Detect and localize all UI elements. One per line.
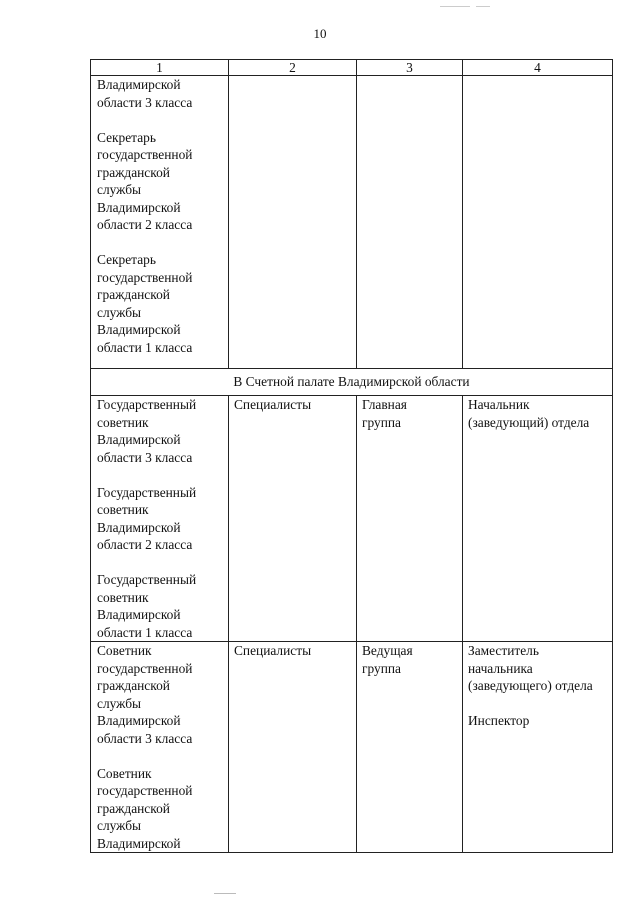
text-line: гражданской — [97, 164, 170, 180]
text-line: (заведующий) отдела — [468, 414, 590, 430]
scan-mark — [476, 6, 490, 7]
text-line: группа — [362, 660, 401, 676]
text-line: Государственный — [97, 484, 197, 500]
text-line: области 1 класса — [97, 624, 193, 640]
header-cell: 2 — [229, 60, 357, 76]
text-line: государственной — [97, 660, 193, 676]
text-line: области 2 класса — [97, 217, 193, 232]
text-line: Заместитель — [468, 643, 539, 658]
text-line: Специалисты — [234, 397, 312, 412]
header-cell: 3 — [357, 60, 463, 76]
text-line: Советник — [97, 765, 152, 781]
text-line: Владимирской — [97, 713, 181, 728]
text-line: Владимирской — [97, 607, 181, 622]
text-line: области 3 класса — [97, 94, 193, 110]
text-line: гражданской — [97, 678, 170, 693]
category-cell — [229, 396, 357, 642]
text-line: (заведующего) отдела — [468, 678, 593, 693]
text-line: Советник — [97, 643, 152, 658]
text-line: Секретарь — [97, 252, 156, 267]
header-cell: 1 — [91, 60, 229, 76]
empty-cell — [463, 76, 613, 369]
category-cell — [229, 642, 357, 853]
text-line: области 2 класса — [97, 537, 193, 552]
scan-mark — [214, 893, 236, 894]
text-line: советник — [97, 414, 149, 430]
table-header-row — [91, 60, 613, 76]
empty-cell — [229, 76, 357, 369]
position-name-cell — [463, 642, 613, 853]
scan-mark — [440, 6, 470, 7]
text-line: советник — [97, 502, 149, 517]
positions-table — [90, 59, 613, 853]
text-line: области 1 класса — [97, 339, 193, 355]
text-line: Главная — [362, 397, 407, 412]
text-line: Инспектор — [468, 713, 530, 728]
text-line: службы — [97, 304, 142, 320]
text-line: советник — [97, 589, 149, 605]
text-line: Владимирской — [97, 322, 181, 337]
page-number: 10 — [313, 26, 327, 41]
text-line: Владимирской — [97, 199, 181, 215]
group-cell — [357, 642, 463, 853]
text-line: гражданской — [97, 800, 170, 816]
text-line: Ведущая — [362, 643, 413, 658]
text-line: государственной — [97, 147, 193, 162]
text-line: Секретарь — [97, 129, 156, 145]
position-title-cell — [91, 76, 229, 369]
text-line: службы — [97, 818, 142, 833]
text-line: Владимирской — [97, 77, 181, 92]
table-row — [91, 396, 613, 642]
text-line: Владимирской — [97, 835, 181, 851]
text-line: службы — [97, 182, 142, 197]
text-line: начальника — [468, 660, 533, 676]
text-line: государственной — [97, 269, 193, 285]
text-line: группа — [362, 414, 401, 430]
text-line: службы — [97, 695, 142, 711]
section-title: В Счетной палате Владимирской области — [91, 369, 613, 396]
text-line: гражданской — [97, 287, 170, 302]
text-line: Владимирской — [97, 432, 181, 447]
text-line: Государственный — [97, 397, 197, 412]
text-line: области 3 класса — [97, 449, 193, 465]
position-name-cell — [463, 396, 613, 642]
text-line: Начальник — [468, 397, 530, 412]
group-cell — [357, 396, 463, 642]
section-row — [91, 369, 613, 396]
text-line: Государственный — [97, 572, 197, 587]
text-line: государственной — [97, 783, 193, 798]
text-line: Специалисты — [234, 643, 312, 658]
text-line: Владимирской — [97, 519, 181, 535]
text-line: области 3 класса — [97, 730, 193, 746]
empty-cell — [357, 76, 463, 369]
position-title-cell — [91, 396, 229, 642]
position-title-cell — [91, 642, 229, 853]
table-row — [91, 76, 613, 369]
table-row — [91, 642, 613, 853]
header-cell: 4 — [463, 60, 613, 76]
